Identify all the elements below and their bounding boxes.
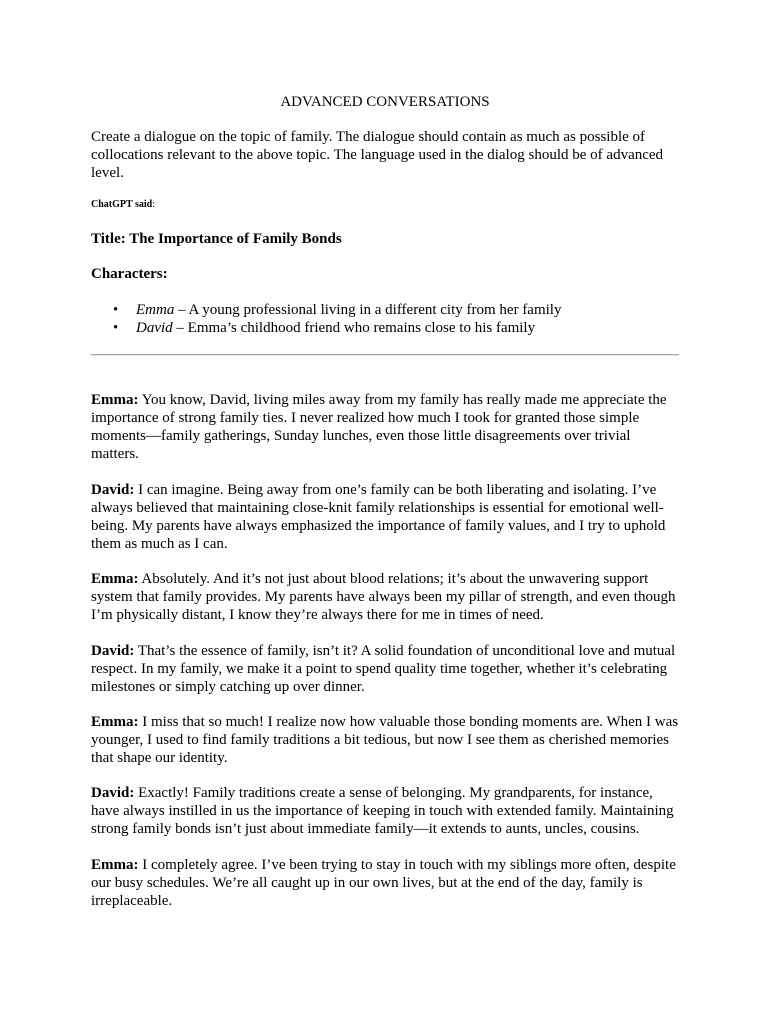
speaker-name: David: xyxy=(91,785,135,801)
character-name: Emma xyxy=(136,302,175,318)
dialogue-text: I completely agree. I’ve been trying to stay in touch with my siblings more often, despite our busy schedules. We’re all caught up in our own lives, but at the end of the day, family is irreplaceable. xyxy=(91,857,676,909)
dialogue-text: I miss that so much! I realize now how valuable those bonding moments are. When I was younger, I used to find family traditions a bit tedious, but now I see them as cherished memories that shape our identity. xyxy=(91,714,679,766)
dialogue-title: Title: The Importance of Family Bonds xyxy=(91,231,342,247)
bullet-icon: • xyxy=(113,302,119,318)
prompt-paragraph: Create a dialogue on the topic of family. The dialogue should contain as much as possible of collocations relevant to the above topic. The language used in the dialog should be of advanced level. xyxy=(91,129,664,181)
dialogue-text: You know, David, living miles away from my family has really made me appreciate the importance of strong family ties. I never realized how much I took for granted those simple moments—family gatherings, Sunday lunches, even those little disagreements over trivial matters. xyxy=(91,392,667,462)
dialogue-text: That’s the essence of family, isn’t it? A solid foundation of unconditional love and mutual respect. In my family, we make it a point to spend quality time together, whether it’s celebrating milestones or simply catching up over dinner. xyxy=(91,643,676,695)
dialogue-line xyxy=(91,391,679,463)
speaker-name: Emma: xyxy=(91,857,139,873)
horizontal-divider xyxy=(91,354,679,356)
list-item xyxy=(91,319,679,337)
characters-list xyxy=(91,301,679,337)
speaker-name: Emma: xyxy=(91,571,139,587)
dialogue-line xyxy=(91,642,679,696)
chatgpt-label-name: ChatGPT said xyxy=(91,199,153,210)
chatgpt-label xyxy=(91,199,155,211)
character-description: – Emma’s childhood friend who remains close to his family xyxy=(172,320,536,336)
dialogue-text: I can imagine. Being away from one’s family can be both liberating and isolating. I’ve always believed that maintaining close-knit family relationships is essential for emotional well-being. My parents have always emphasized the importance of family values, and I try to uphold them as much as I can. xyxy=(91,482,666,552)
speaker-name: Emma: xyxy=(91,714,139,730)
dialogue-line xyxy=(91,784,679,838)
dialogue-line xyxy=(91,570,679,624)
dialogue-text: Absolutely. And it’s not just about blood relations; it’s about the unwavering support system that family provides. My parents have always been my pillar of strength, and even though I’m physically distant, I know they’re always there for me in times of need. xyxy=(91,571,676,623)
bullet-icon: • xyxy=(113,320,119,336)
dialogue-line xyxy=(91,713,679,767)
list-item xyxy=(91,301,679,319)
character-name: David xyxy=(136,320,173,336)
speaker-name: David: xyxy=(91,482,135,498)
character-description: – A young professional living in a different city from her family xyxy=(174,302,562,318)
speaker-name: Emma: xyxy=(91,392,139,408)
chatgpt-label-colon: : xyxy=(152,199,156,210)
dialogue-text: Exactly! Family traditions create a sense of belonging. My grandparents, for instance, have always instilled in us the importance of keeping in touch with extended family. Maintaining strong family bonds isn’t just about immediate family—it extends to aunts, uncles, cousins. xyxy=(91,785,674,837)
speaker-name: David: xyxy=(91,643,135,659)
characters-heading: Characters: xyxy=(91,266,168,282)
dialogue-line xyxy=(91,481,679,553)
dialogue-line xyxy=(91,856,679,910)
document-heading: ADVANCED CONVERSATIONS xyxy=(280,94,490,110)
